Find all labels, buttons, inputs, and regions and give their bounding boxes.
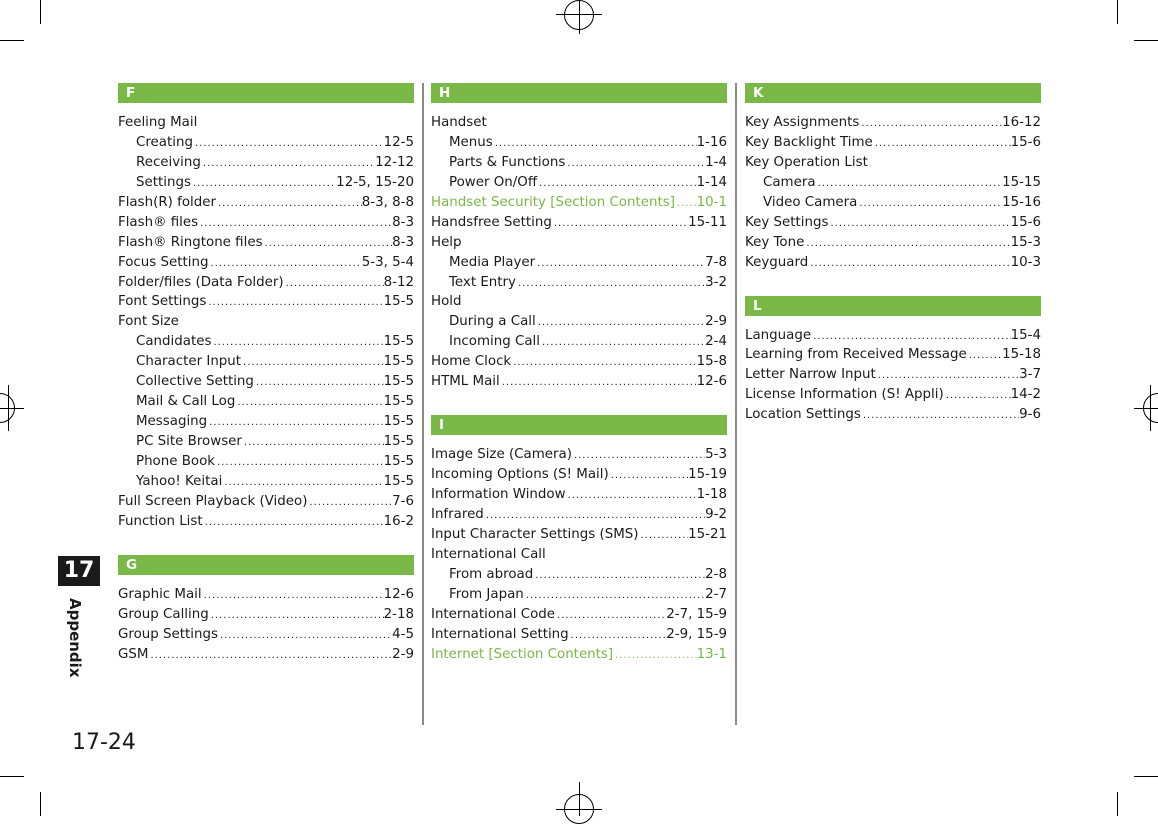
dot-leader	[533, 566, 705, 586]
dot-leader	[828, 214, 1010, 234]
index-entry	[118, 153, 414, 173]
dot-leader	[524, 586, 705, 606]
index-page-ref: 15-5	[383, 354, 414, 370]
index-term: Phone Book	[136, 453, 216, 469]
index-page-ref: 7-6	[392, 493, 414, 509]
dot-leader	[572, 446, 705, 466]
column-divider	[422, 83, 424, 725]
index-page-ref: 7-8	[705, 254, 727, 270]
index-entry	[431, 465, 727, 485]
index-term: License Information (S! Appli)	[745, 387, 944, 403]
index-term: Function List	[118, 513, 203, 529]
dot-leader	[203, 513, 384, 533]
index-page-ref: 15-5	[383, 453, 414, 469]
index-term: Graphic Mail	[118, 586, 202, 602]
index-page-ref: 15-6	[1010, 214, 1041, 230]
index-entry	[118, 392, 414, 412]
dot-leader	[216, 194, 362, 214]
index-page-ref: 14-2	[1010, 387, 1041, 403]
index-entry	[745, 253, 1041, 273]
index-entry	[118, 173, 414, 193]
index-page-ref: 1-14	[696, 174, 727, 190]
index-entry	[431, 273, 727, 293]
index-page-ref: 2-9	[705, 314, 727, 330]
dot-leader	[254, 373, 384, 393]
index-page-ref: 4-5	[392, 626, 414, 642]
index-term: Key Tone	[745, 234, 805, 250]
index-entry	[118, 332, 414, 352]
dot-leader	[218, 626, 392, 646]
index-term: Feeling Mail	[118, 115, 198, 130]
index-entry	[745, 153, 1041, 173]
dot-leader	[566, 486, 697, 506]
index-term: Handset Security [Section Contents]	[431, 194, 675, 210]
index-page-ref: 1-18	[696, 487, 727, 502]
index-page-ref: 2-18	[383, 606, 414, 622]
index-entry	[745, 345, 1041, 365]
index-term: Focus Setting	[118, 254, 209, 270]
index-term: International Call	[431, 546, 546, 562]
index-term: From abroad	[449, 566, 534, 582]
dot-leader	[263, 234, 393, 254]
index-entry	[118, 412, 414, 432]
index-page-ref: 15-21	[688, 526, 727, 542]
index-page-ref: 15-5	[383, 394, 414, 410]
index-term: Messaging	[136, 414, 208, 430]
dot-leader	[540, 333, 705, 353]
index-page-ref: 8-3	[392, 234, 414, 250]
index-entry	[118, 133, 414, 153]
index-entry	[745, 326, 1041, 346]
index-page-ref: 2-9	[392, 646, 414, 662]
index-term: Image Size (Camera)	[431, 447, 572, 463]
index-term: Language	[745, 327, 812, 343]
index-term: Creating	[136, 134, 193, 150]
index-entry	[118, 432, 414, 452]
index-entry	[118, 312, 414, 332]
index-entry	[118, 292, 414, 312]
index-entry	[431, 213, 727, 233]
index-entry	[431, 233, 727, 253]
section-header-i: I	[431, 415, 727, 435]
index-entry	[431, 565, 727, 585]
dot-leader	[675, 194, 697, 214]
index-entry	[431, 352, 727, 372]
index-term: Flash(R) folder	[118, 194, 216, 210]
index-page-ref: 5-3, 5-4	[361, 254, 414, 270]
dot-leader	[535, 254, 705, 274]
index-term: Key Operation List	[745, 154, 868, 170]
dot-leader	[242, 433, 384, 453]
index-term: Location Settings	[745, 407, 861, 423]
index-page-ref: 10-3	[1010, 254, 1041, 270]
index-term: HTML Mail	[431, 374, 500, 390]
dot-leader	[638, 526, 688, 546]
index-page-ref: 12-5	[383, 134, 414, 150]
dot-leader	[537, 174, 697, 194]
index-term: Input Character Settings (SMS)	[431, 526, 639, 542]
section-header-l: L	[745, 296, 1041, 316]
index-page-ref: 2-9, 15-9	[666, 626, 727, 642]
index-term: Font Size	[118, 314, 179, 330]
index-term: Internet [Section Contents]	[431, 646, 614, 662]
index-entry	[118, 625, 414, 645]
index-term: During a Call	[449, 314, 536, 330]
section-header-g: G	[118, 555, 414, 575]
dot-leader	[859, 114, 1002, 134]
index-entry	[431, 605, 727, 625]
index-term: Handsfree Setting	[431, 214, 552, 230]
index-entry	[118, 605, 414, 625]
dot-leader	[804, 234, 1010, 254]
dot-leader	[569, 626, 667, 646]
dot-leader	[222, 473, 383, 493]
index-term: Video Camera	[763, 194, 858, 210]
index-term: Receiving	[136, 154, 201, 170]
index-term: Key Backlight Time	[745, 134, 873, 150]
dot-leader	[816, 174, 1003, 194]
index-entry	[118, 492, 414, 512]
index-entry	[118, 645, 414, 665]
dot-leader	[209, 606, 384, 626]
index-term: Group Settings	[118, 626, 218, 642]
index-page-ref: 5-3	[705, 447, 727, 463]
dot-leader	[555, 606, 666, 626]
dot-leader	[511, 353, 696, 373]
index-term: Key Assignments	[745, 115, 860, 130]
index-entry	[431, 505, 727, 525]
page-number: 17-24	[72, 730, 136, 755]
index-term: Candidates	[136, 334, 212, 350]
index-term: Help	[431, 234, 462, 250]
index-entry	[745, 213, 1041, 233]
index-term: Full Screen Playback (Video)	[118, 493, 308, 509]
index-term: Menus	[449, 134, 493, 150]
index-entry	[118, 372, 414, 392]
index-page-ref: 12-5, 15-20	[336, 174, 414, 190]
index-entry	[118, 585, 414, 605]
index-entry	[745, 113, 1041, 133]
dot-leader	[215, 453, 384, 473]
index-column-1	[118, 83, 414, 664]
dot-leader	[516, 274, 705, 294]
dot-leader	[235, 393, 383, 413]
dot-leader	[500, 373, 697, 393]
index-entry	[118, 352, 414, 372]
index-entry	[431, 485, 727, 505]
index-term: PC Site Browser	[136, 434, 242, 449]
index-page-ref: 12-6	[696, 374, 727, 390]
dot-leader	[241, 353, 384, 373]
index-term: Power On/Off	[449, 174, 538, 190]
dot-leader	[201, 154, 375, 174]
index-term: Parts & Functions	[449, 154, 566, 170]
dot-leader	[613, 646, 696, 666]
index-term: GSM	[118, 646, 149, 662]
index-page-ref: 15-18	[1002, 347, 1041, 363]
index-page-ref: 16-12	[1002, 115, 1041, 130]
chapter-label: Appendix	[66, 598, 84, 678]
index-term: Camera	[763, 174, 816, 190]
dot-leader	[565, 154, 705, 174]
index-entry	[118, 472, 414, 492]
index-link[interactable]	[431, 645, 727, 665]
index-link[interactable]	[431, 193, 727, 213]
index-page-ref: 2-7, 15-9	[666, 606, 727, 622]
index-page-ref: 1-16	[696, 134, 727, 150]
index-page-ref: 15-11	[688, 214, 727, 230]
index-term: Settings	[136, 174, 191, 190]
index-entry	[118, 512, 414, 532]
index-page-ref: 9-6	[1019, 407, 1041, 423]
index-entry	[745, 193, 1041, 213]
index-entry	[118, 193, 414, 213]
index-term: Flash® Ringtone files	[118, 234, 263, 250]
index-term: Infrared	[431, 506, 484, 522]
dot-leader	[148, 646, 392, 666]
index-entry	[431, 312, 727, 332]
index-page-ref: 3-2	[705, 274, 727, 290]
index-entry	[118, 273, 414, 293]
index-entry	[118, 253, 414, 273]
index-page-ref: 15-3	[1010, 234, 1041, 250]
index-page-ref: 9-2	[705, 506, 727, 522]
index-entry	[431, 525, 727, 545]
index-entry	[431, 625, 727, 645]
dot-leader	[808, 254, 1010, 274]
index-page-ref: 8-12	[383, 274, 414, 290]
index-page-ref: 15-19	[688, 467, 727, 483]
dot-leader	[484, 506, 705, 526]
index-term: Media Player	[449, 254, 536, 270]
index-term: Font Settings	[118, 294, 207, 310]
dot-leader	[967, 346, 1002, 366]
index-entry	[745, 365, 1041, 385]
dot-leader	[536, 313, 705, 333]
index-term: Character Input	[136, 354, 242, 370]
section-header-h: H	[431, 83, 727, 103]
index-page-ref: 15-5	[383, 414, 414, 430]
section-header-f: F	[118, 83, 414, 103]
index-entry	[431, 372, 727, 392]
index-page-ref: 3-7	[1019, 367, 1041, 383]
dot-leader	[873, 134, 1011, 154]
index-entry	[431, 113, 727, 133]
index-entry	[431, 133, 727, 153]
index-column-2	[431, 83, 727, 664]
index-entry	[431, 292, 727, 312]
index-term: Yahoo! Keitai	[136, 473, 223, 489]
dot-leader	[857, 194, 1002, 214]
index-page-ref: 16-2	[383, 513, 414, 529]
dot-leader	[944, 386, 1011, 406]
index-column-3	[745, 83, 1041, 425]
index-entry	[745, 233, 1041, 253]
index-term: Home Clock	[431, 354, 512, 370]
index-page-ref: 15-5	[383, 473, 414, 489]
index-entry	[431, 332, 727, 352]
dot-leader	[202, 586, 384, 606]
index-page-ref: 2-7	[705, 586, 727, 602]
index-entry	[745, 405, 1041, 425]
dot-leader	[876, 366, 1019, 386]
index-page-ref: 15-5	[383, 434, 414, 449]
dot-leader	[208, 254, 361, 274]
index-term: Key Settings	[745, 214, 829, 230]
index-page-ref: 1-4	[705, 154, 727, 170]
index-page-ref: 15-15	[1002, 174, 1041, 190]
index-entry	[431, 585, 727, 605]
column-divider	[735, 83, 737, 725]
index-term: Hold	[431, 294, 462, 310]
dot-leader	[609, 466, 688, 486]
index-page-ref: 2-4	[705, 334, 727, 350]
index-term: Handset	[431, 115, 487, 130]
index-term: Learning from Received Message	[745, 347, 967, 363]
index-entry	[118, 452, 414, 472]
index-term: Incoming Options (S! Mail)	[431, 467, 609, 483]
index-entry	[118, 113, 414, 133]
index-entry	[431, 545, 727, 565]
index-entry	[431, 153, 727, 173]
dot-leader	[198, 214, 392, 234]
dot-leader	[211, 333, 383, 353]
index-term: Text Entry	[449, 274, 516, 290]
dot-leader	[284, 274, 384, 294]
dot-leader	[861, 406, 1019, 426]
index-entry	[118, 213, 414, 233]
section-header-k: K	[745, 83, 1041, 103]
dot-leader	[193, 134, 384, 154]
index-term: Group Calling	[118, 606, 209, 622]
index-page-ref: 13-1	[696, 646, 727, 662]
dot-leader	[191, 174, 336, 194]
index-page-ref: 15-4	[1010, 327, 1041, 343]
dot-leader	[811, 327, 1011, 347]
dot-leader	[207, 413, 383, 433]
index-page-ref: 15-6	[1010, 134, 1041, 150]
index-entry	[118, 233, 414, 253]
index-term: Flash® files	[118, 214, 199, 230]
index-page-ref: 8-3, 8-8	[361, 194, 414, 210]
index-entry	[745, 173, 1041, 193]
index-page-ref: 10-1	[696, 194, 727, 210]
dot-leader	[552, 214, 688, 234]
index-term: Mail & Call Log	[136, 394, 236, 410]
index-term: International Code	[431, 606, 556, 622]
index-entry	[431, 173, 727, 193]
index-term: International Setting	[431, 626, 569, 642]
index-term: Keyguard	[745, 254, 809, 270]
index-term: Collective Setting	[136, 374, 254, 390]
dot-leader	[206, 293, 383, 313]
index-page-ref: 15-16	[1002, 194, 1041, 210]
index-page-ref: 15-5	[383, 294, 414, 310]
index-page-ref: 8-3	[392, 214, 414, 230]
index-term: From Japan	[449, 586, 524, 602]
index-entry	[745, 385, 1041, 405]
index-term: Information Window	[431, 487, 566, 502]
dot-leader	[493, 134, 697, 154]
index-page-ref: 15-5	[383, 374, 414, 390]
index-term: Folder/files (Data Folder)	[118, 274, 284, 290]
index-page-ref: 2-8	[705, 566, 727, 582]
index-page-ref: 15-5	[383, 334, 414, 350]
index-term: Letter Narrow Input	[745, 367, 876, 383]
dot-leader	[307, 493, 392, 513]
index-page-ref: 15-8	[696, 354, 727, 370]
index-term: Incoming Call	[449, 334, 540, 350]
index-entry	[431, 445, 727, 465]
chapter-tab: 17	[58, 556, 100, 586]
index-entry	[745, 133, 1041, 153]
index-entry	[431, 253, 727, 273]
index-page-ref: 12-6	[383, 586, 414, 602]
index-page-ref: 12-12	[375, 154, 414, 170]
